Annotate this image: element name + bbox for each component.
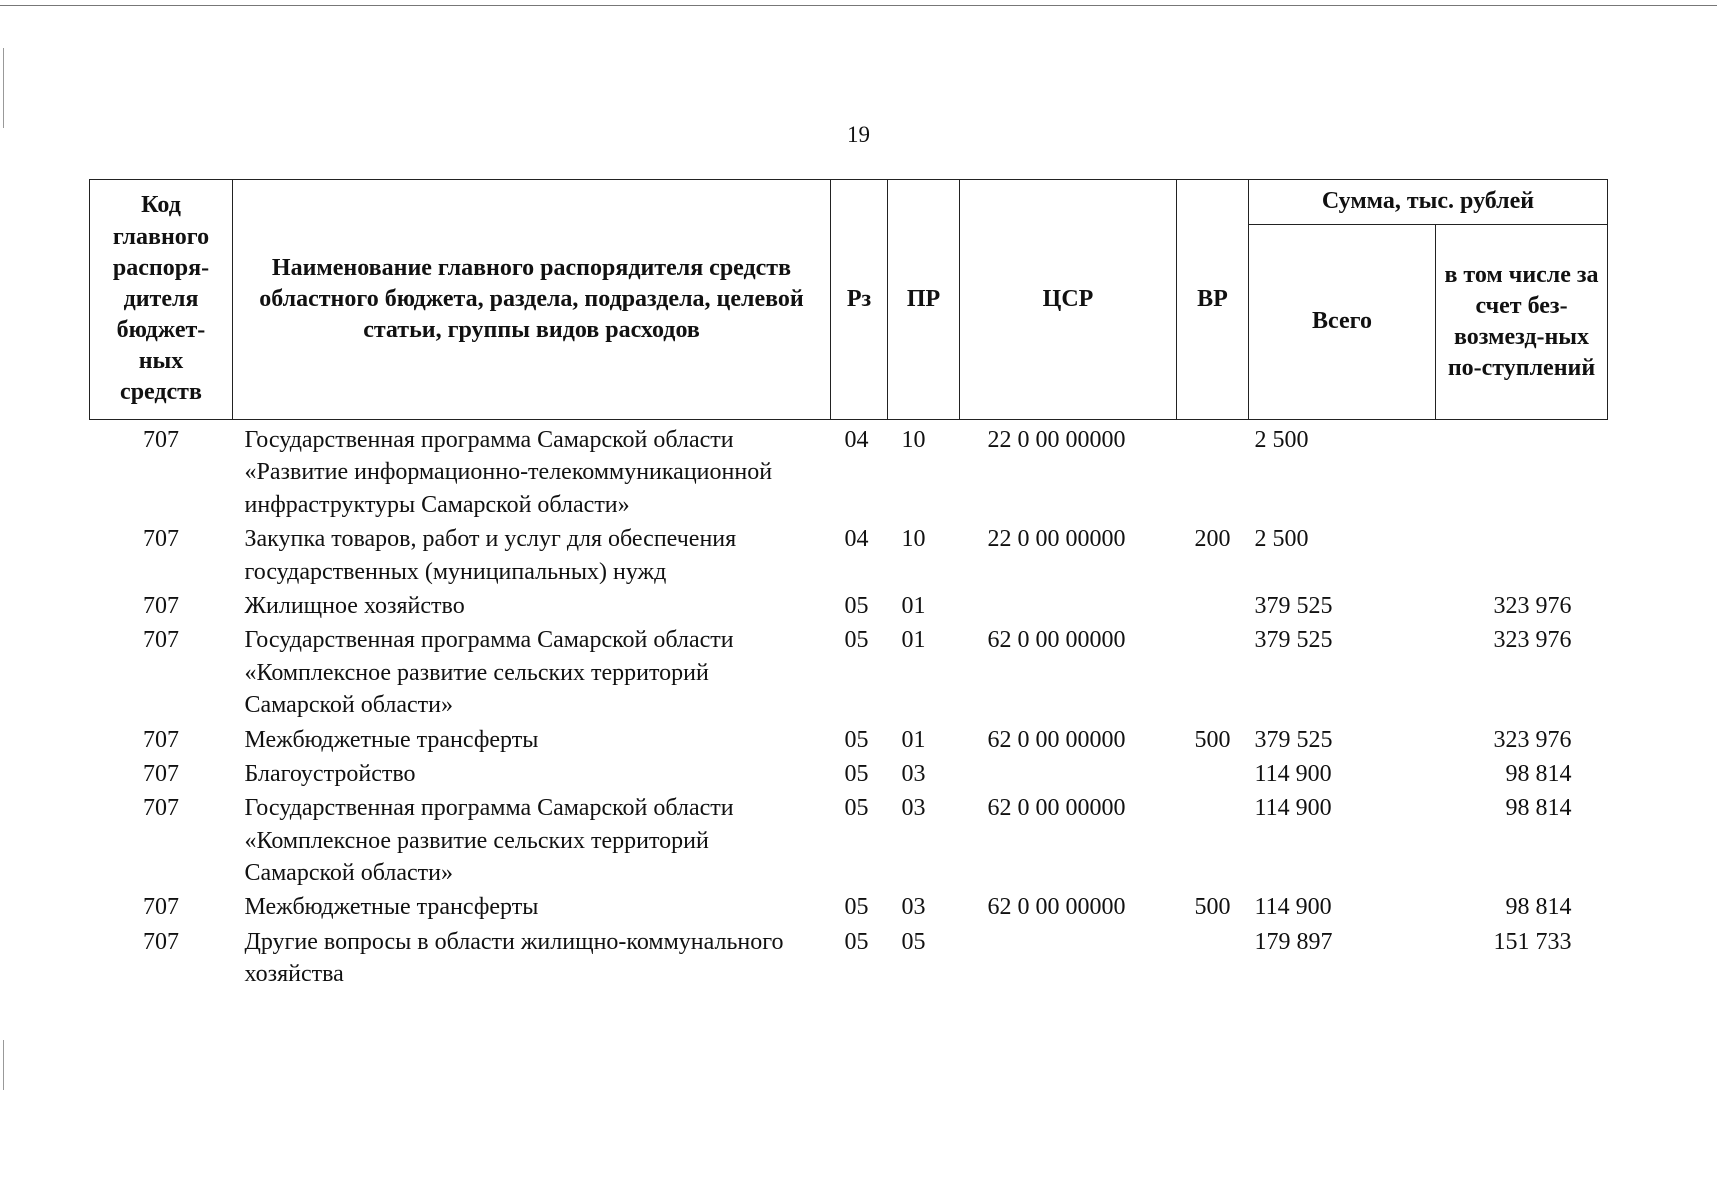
col-header-total: Всего	[1249, 225, 1436, 420]
table-row	[90, 589, 1608, 623]
table-row	[90, 522, 1608, 589]
cell-code: 707	[143, 427, 179, 453]
cell-name: Межбюджетные трансферты	[244, 894, 539, 921]
cell-name: Государственная программа Самарской области «Комплексное развитие сельских территорий Самарской области»	[244, 795, 734, 887]
cell-total: 379 525	[1254, 726, 1333, 753]
cell-total: 114 900	[1254, 795, 1332, 822]
cell-csr: 62 0 00 00000	[987, 726, 1126, 753]
cell-vr	[1177, 757, 1249, 791]
cell-pr: 10	[901, 526, 926, 553]
cell-vr	[1177, 589, 1249, 623]
scan-left-edge-mark	[3, 48, 4, 128]
col-header-vr: ВР	[1177, 180, 1249, 420]
cell-pr: 05	[901, 928, 926, 955]
cell-total: 179 897	[1254, 928, 1333, 955]
cell-free: 323 976	[1493, 627, 1572, 654]
cell-vr: 200	[1194, 526, 1231, 553]
table-row	[90, 623, 1608, 722]
col-header-code: Код главного распоря-дителя бюджет-ных средств	[90, 180, 233, 420]
cell-free: 98 814	[1505, 795, 1572, 822]
cell-vr	[1177, 791, 1249, 890]
cell-name: Закупка товаров, работ и услуг для обеспечения государственных (муниципальных) нужд	[244, 526, 737, 585]
cell-rz: 05	[844, 894, 869, 921]
cell-free: 323 976	[1493, 592, 1572, 619]
cell-total: 114 900	[1254, 894, 1332, 921]
cell-csr: 22 0 00 00000	[987, 427, 1126, 453]
cell-vr	[1177, 420, 1249, 523]
cell-name: Государственная программа Самарской области «Развитие информационно-телекоммуникационной инфраструктуры Самарской области»	[244, 427, 773, 518]
cell-csr: 62 0 00 00000	[987, 627, 1126, 654]
page-number: 19	[847, 122, 870, 147]
cell-code: 707	[143, 592, 179, 619]
cell-total: 2 500	[1254, 427, 1309, 453]
cell-pr: 03	[901, 760, 926, 787]
cell-code: 707	[143, 760, 179, 787]
cell-total: 114 900	[1254, 760, 1332, 787]
cell-code: 707	[143, 795, 179, 822]
cell-code: 707	[143, 526, 179, 553]
table-row	[90, 420, 1608, 523]
cell-rz: 04	[844, 427, 869, 453]
cell-rz: 05	[844, 760, 869, 787]
cell-pr: 10	[901, 427, 926, 453]
cell-code: 707	[143, 894, 179, 921]
cell-csr	[960, 757, 1177, 791]
cell-pr: 01	[901, 592, 926, 619]
cell-pr: 01	[901, 627, 926, 654]
cell-total: 2 500	[1254, 526, 1309, 553]
table-row	[90, 791, 1608, 890]
cell-rz: 05	[844, 627, 869, 654]
table-body	[90, 420, 1608, 992]
cell-free: 98 814	[1505, 760, 1572, 787]
cell-csr: 62 0 00 00000	[987, 894, 1126, 921]
cell-vr: 500	[1194, 894, 1231, 921]
table-row	[90, 757, 1608, 791]
cell-free	[1436, 522, 1608, 589]
cell-pr: 03	[901, 795, 926, 822]
cell-vr	[1177, 623, 1249, 722]
cell-name: Благоустройство	[244, 760, 416, 787]
cell-free: 151 733	[1493, 928, 1572, 955]
cell-free: 98 814	[1505, 894, 1572, 921]
table-header	[90, 180, 1608, 420]
col-header-name: Наименование главного распорядителя средств областного бюджета, раздела, подраздела, целевой статьи, группы видов расходов	[233, 180, 831, 420]
cell-csr	[960, 589, 1177, 623]
cell-csr	[960, 925, 1177, 992]
cell-csr: 22 0 00 00000	[987, 526, 1126, 553]
cell-pr: 01	[901, 726, 926, 753]
scan-top-edge	[0, 5, 1717, 6]
cell-total: 379 525	[1254, 592, 1333, 619]
cell-name: Межбюджетные трансферты	[244, 726, 539, 753]
cell-free: 323 976	[1493, 726, 1572, 753]
table-row	[90, 723, 1608, 757]
cell-pr: 03	[901, 894, 926, 921]
col-header-free: в том числе за счет без-возмезд-ных по-ступлений	[1436, 225, 1608, 420]
col-header-rz: Рз	[831, 180, 888, 420]
cell-name: Жилищное хозяйство	[244, 592, 465, 619]
cell-csr: 62 0 00 00000	[987, 795, 1126, 822]
cell-total: 379 525	[1254, 627, 1333, 654]
cell-name: Государственная программа Самарской области «Комплексное развитие сельских территорий Самарской области»	[244, 627, 734, 719]
cell-code: 707	[143, 928, 179, 955]
cell-code: 707	[143, 726, 179, 753]
table-row	[90, 925, 1608, 992]
cell-rz: 05	[844, 795, 869, 822]
col-header-csr: ЦСР	[960, 180, 1177, 420]
cell-rz: 05	[844, 592, 869, 619]
cell-code: 707	[143, 627, 179, 654]
col-header-sum-group: Сумма, тыс. рублей	[1249, 180, 1608, 225]
cell-free	[1436, 420, 1608, 523]
budget-table	[89, 179, 1608, 992]
cell-vr: 500	[1194, 726, 1231, 753]
cell-rz: 04	[844, 526, 869, 553]
table-row	[90, 890, 1608, 924]
cell-name: Другие вопросы в области жилищно-коммунального хозяйства	[244, 928, 784, 988]
cell-vr	[1177, 925, 1249, 992]
cell-rz: 05	[844, 928, 869, 955]
cell-rz: 05	[844, 726, 869, 753]
scan-left-edge-mark	[3, 1040, 4, 1090]
col-header-pr: ПР	[888, 180, 960, 420]
